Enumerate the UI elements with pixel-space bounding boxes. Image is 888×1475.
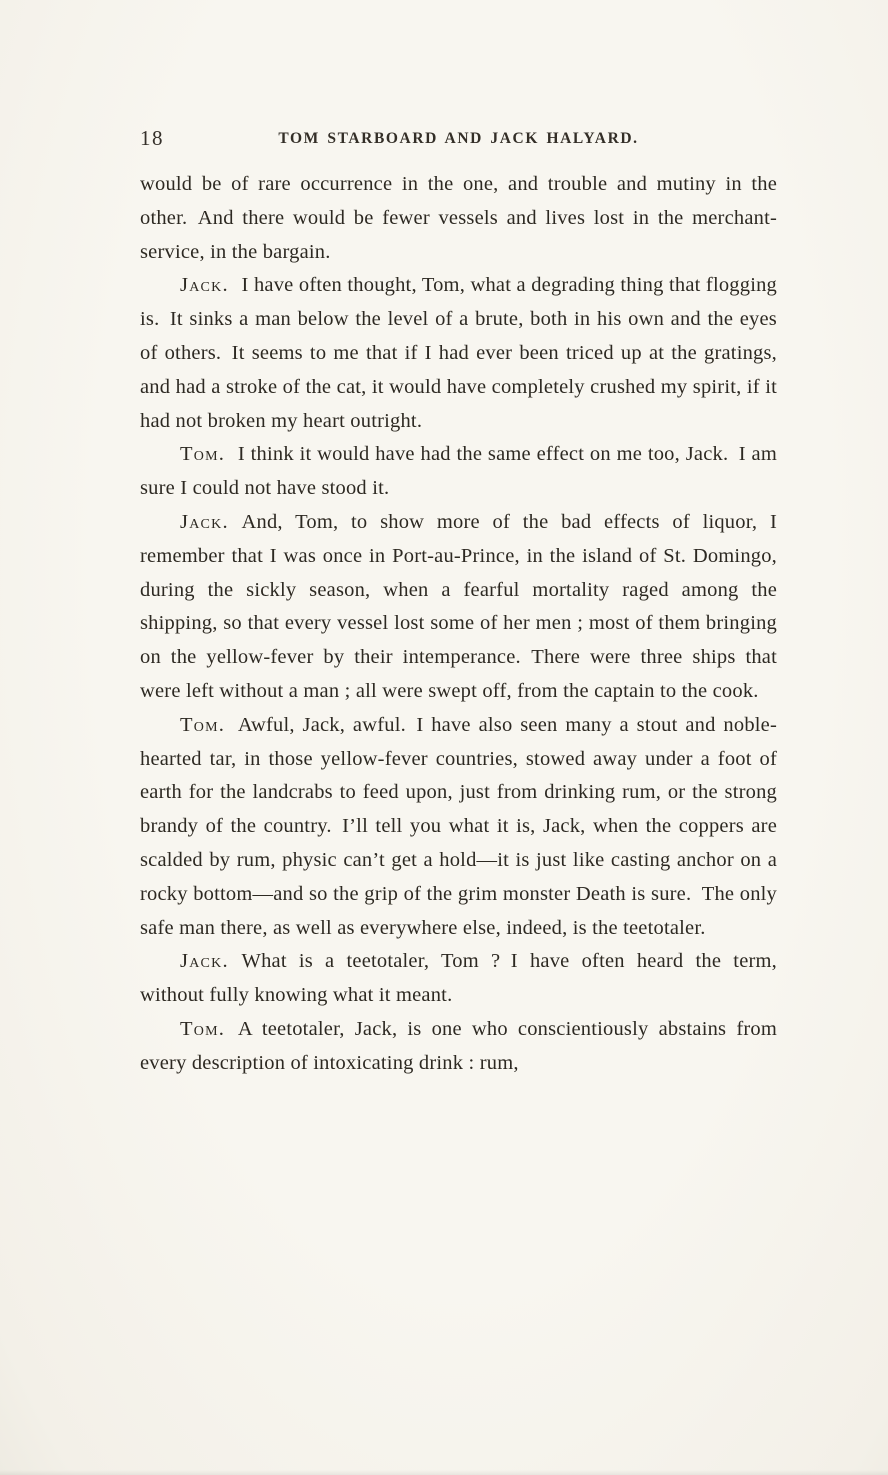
paragraph: Jack. I have often thought, Tom, what a degrading thing that flogging is. It sinks a man below the level of a brute, both in his own and the eyes of others. It seems to me that if I had ever been triced up at the gratings, and had a stroke of the cat, it would have completely crushed my spirit, if it had not broken my heart outright. [140,274,777,432]
page-body [140,168,777,1081]
paragraph: Tom. A teetotaler, Jack, is one who conscientiously abstains from every description of intoxicating drink : rum, [140,1017,777,1074]
paragraph: Tom. I think it would have had the same effect on me too, Jack. I am sure I could not have stood it. [140,443,777,500]
running-title: TOM STARBOARD AND JACK HALYARD. [278,130,639,147]
speaker-label: Tom. [180,713,226,736]
speaker-label: Jack. [180,274,229,297]
paragraph: would be of rare occurrence in the one, and trouble and mutiny in the other. And there would be fewer vessels and lives lost in the merchant-service, in the bargain. [140,173,777,263]
speaker-label: Tom. [180,443,226,466]
paragraph: Jack. And, Tom, to show more of the bad effects of liquor, I remember that I was once in Port-au-Prince, in the island of St. Domingo, during the sickly season, when a fearful mortality raged among the shipping, so that every vessel lost some of her men ; most of them bringing on the yellow-fever by their intemperance. There were three ships that were left without a man ; all were swept off, from the captain to the cook. [140,510,777,702]
speaker-label: Tom. [180,1017,226,1040]
page-header [140,126,777,168]
speaker-label: Jack. [180,950,229,973]
paragraph: Jack. What is a teetotaler, Tom ? I have often heard the term, without fully knowing what it meant. [140,950,777,1007]
paragraph: Tom. Awful, Jack, awful. I have also seen many a stout and noble-hearted tar, in those yellow-fever countries, stowed away under a foot of earth for the landcrabs to feed upon, just from drinking rum, or the strong brandy of the country. I’ll tell you what it is, Jack, when the coppers are scalded by rum, physic can’t get a hold—it is just like casting anchor on a rocky bottom—and so the grip of the grim monster Death is sure. The only safe man there, as well as everywhere else, indeed, is the teetotaler. [140,713,777,939]
speaker-label: Jack. [180,510,229,533]
page-number: 18 [140,126,164,150]
